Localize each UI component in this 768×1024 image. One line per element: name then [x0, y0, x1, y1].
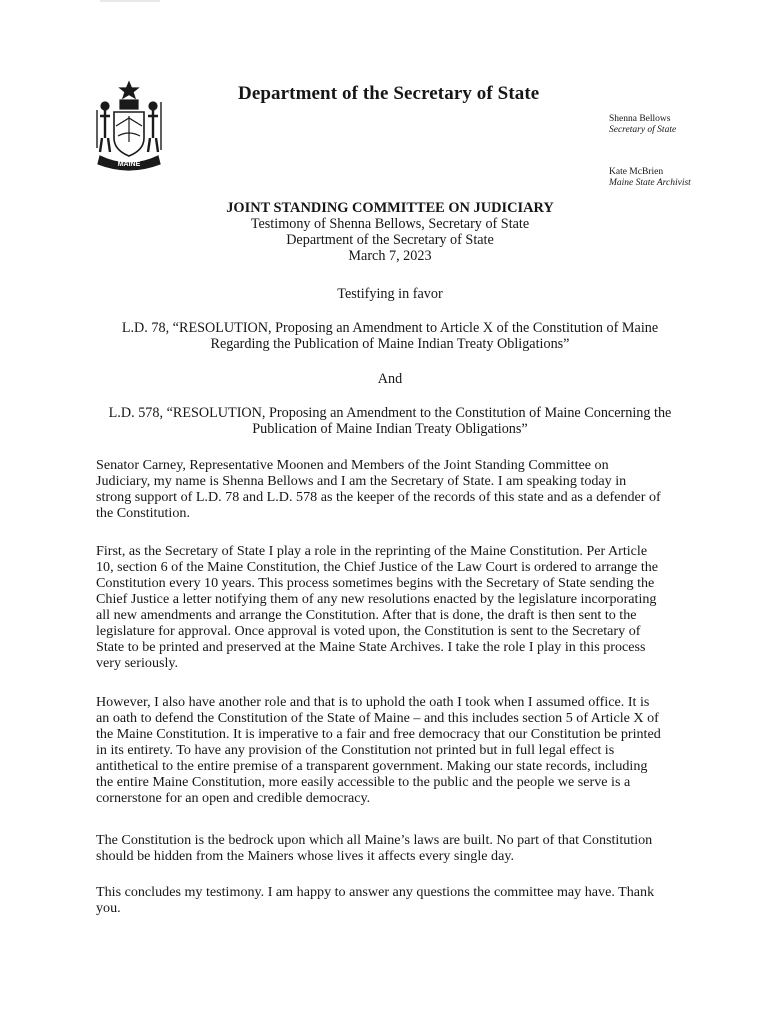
paragraph-line: 10, section 6 of the Maine Constitution, the Chief Justice of the Law Court is ordered to arrange the: [96, 559, 659, 575]
paragraph-line: antithetical to the entire premise of a transparent government. Making our state records, including: [96, 758, 648, 774]
paragraph-line: strong support of L.D. 78 and L.D. 578 as the keeper of the records of this state and as a defender of: [96, 489, 661, 505]
seal-text: MAINE: [117, 161, 141, 168]
bill-ld578-line2: Publication of Maine Indian Treaty Obligations”: [252, 421, 528, 437]
testimony-department: Department of the Secretary of State: [286, 232, 494, 248]
scan-artifact: [100, 0, 160, 2]
official-role: Maine State Archivist: [609, 178, 691, 188]
paragraph-bedrock: [96, 832, 696, 864]
bill-ld78-line1: L.D. 78, “RESOLUTION, Proposing an Amendment to Article X of the Constitution of Maine: [121, 320, 659, 336]
maine-state-seal-logo: [92, 80, 166, 174]
paragraph-oath: [96, 694, 696, 806]
paragraph-line: very seriously.: [96, 655, 179, 671]
paragraph-line: First, as the Secretary of State I play a role in the reprinting of the Maine Constitution. Per Article: [96, 543, 648, 559]
paragraph-line: an oath to defend the Constitution of the State of Maine – and this includes section 5 of Article X of: [96, 710, 659, 726]
paragraph-line: you.: [96, 900, 121, 916]
committee-heading: [60, 200, 720, 264]
paragraph-line: the entire Maine Constitution, more easily accessible to the public and the people we serve is a: [96, 774, 631, 790]
paragraph-line: Constitution every 10 years. This process sometimes begins with the Secretary of State sending the: [96, 575, 655, 591]
paragraph-line: State to be printed and preserved at the Maine State Archives. I take the role I play in this process: [96, 639, 646, 655]
paragraph-line: Chief Justice a letter notifying them of any new resolutions enacted by the legislature incorporating: [96, 591, 657, 607]
paragraph-line: the Constitution.: [96, 505, 190, 521]
paragraph-line: However, I also have another role and that is to uphold the oath I took when I assumed office. It is: [96, 694, 650, 710]
bill-ld578-line1: L.D. 578, “RESOLUTION, Proposing an Amendment to the Constitution of Maine Concerning the: [108, 405, 672, 421]
paragraph-line: The Constitution is the bedrock upon which all Maine’s laws are built. No part of that Constitution: [96, 832, 653, 848]
official-secretary: [609, 114, 691, 136]
paragraph-line: should be hidden from the Mainers whose lives it affects every single day.: [96, 848, 515, 864]
official-name: Kate McBrien: [609, 167, 664, 177]
department-title: Department of the Secretary of State: [238, 83, 540, 104]
testimony-of: Testimony of Shenna Bellows, Secretary of State: [250, 216, 530, 232]
paragraph-line: the Maine Constitution. It is imperative to a fair and free democracy that our Constitution be printed: [96, 726, 661, 742]
paragraph-line: cornerstone for an open and credible democracy.: [96, 790, 371, 806]
paragraph-line: all new amendments and arrange the Constitution. After that is done, the draft is then sent to the: [96, 607, 637, 623]
paragraph-line: legislature for approval. Once approval is voted upon, the Constitution is sent to the Secretary of: [96, 623, 641, 639]
paragraph-line: Judiciary, my name is Shenna Bellows and I am the Secretary of State. I am speaking today in: [96, 473, 627, 489]
bill-ld78-line2: Regarding the Publication of Maine Indian Treaty Obligations”: [210, 336, 570, 352]
official-role: Secretary of State: [609, 125, 677, 135]
testimony-date: March 7, 2023: [348, 248, 432, 264]
paragraph-constitution-reprinting: [96, 543, 696, 671]
paragraph-line: Senator Carney, Representative Moonen and Members of the Joint Standing Committee on: [96, 457, 609, 473]
testimony-position: Testifying in favor: [337, 286, 443, 302]
paragraph-line: in its entirety. To have any provision of the Constitution not printed but in full legal effect is: [96, 742, 615, 758]
paragraph-conclusion: [96, 884, 696, 916]
official-archivist: [609, 167, 691, 189]
paragraph-line: This concludes my testimony. I am happy to answer any questions the committee may have. Thank: [96, 884, 655, 900]
bill-conjunction: And: [377, 371, 403, 387]
bill-ld578: [60, 405, 720, 437]
paragraph-introduction: [96, 457, 696, 521]
committee-name: JOINT STANDING COMMITTEE ON JUDICIARY: [226, 200, 554, 216]
official-name: Shenna Bellows: [609, 114, 671, 124]
bill-ld78: [60, 320, 720, 352]
